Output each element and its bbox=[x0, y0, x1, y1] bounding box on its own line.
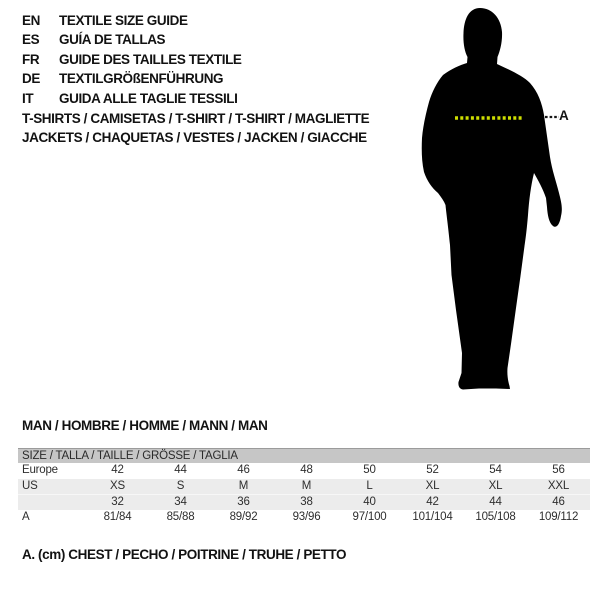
man-body-shape bbox=[422, 8, 562, 390]
category-tshirts: T-SHIRTS / CAMISETAS / T-SHIRT / T-SHIRT / MAGLIETTE bbox=[22, 111, 370, 126]
size-cell: 42 bbox=[111, 464, 124, 476]
category-jackets: JACKETS / CHAQUETAS / VESTES / JACKEN / GIACCHE bbox=[22, 130, 367, 145]
size-cell: 34 bbox=[174, 496, 187, 508]
language-title: GUÍA DE TALLAS bbox=[59, 32, 166, 48]
size-cell: 44 bbox=[174, 464, 187, 476]
language-row-it bbox=[22, 89, 242, 108]
size-cell: L bbox=[366, 479, 373, 492]
language-row-en bbox=[22, 11, 242, 30]
language-code: ES bbox=[22, 32, 40, 48]
row-label: A bbox=[22, 510, 30, 523]
language-row-de bbox=[22, 69, 242, 88]
size-cell: XS bbox=[110, 479, 125, 492]
table-row-chest-a bbox=[18, 510, 590, 526]
size-table bbox=[18, 448, 590, 525]
size-cell: 46 bbox=[552, 496, 565, 508]
size-cell: 44 bbox=[489, 496, 502, 508]
size-cell: 85/88 bbox=[166, 510, 195, 523]
language-row-es bbox=[22, 30, 242, 49]
size-cell: 105/108 bbox=[475, 510, 516, 523]
size-cell: XL bbox=[488, 479, 503, 492]
size-cell: 32 bbox=[111, 496, 124, 508]
size-cell: 50 bbox=[363, 464, 376, 476]
language-title: TEXTILGRÖßENFÜHRUNG bbox=[59, 71, 224, 87]
row-label: US bbox=[22, 479, 38, 492]
size-cell: 81/84 bbox=[103, 510, 132, 523]
language-code: FR bbox=[22, 51, 40, 67]
size-cell: 89/92 bbox=[229, 510, 258, 523]
language-list bbox=[22, 11, 242, 108]
size-cell: M bbox=[238, 479, 249, 492]
table-row-europe bbox=[18, 463, 590, 479]
size-cell: 93/96 bbox=[292, 510, 321, 523]
language-title: TEXTILE SIZE GUIDE bbox=[59, 13, 188, 28]
size-cell: 48 bbox=[300, 464, 313, 476]
size-cell: 40 bbox=[363, 496, 376, 508]
size-cell: 42 bbox=[426, 496, 439, 508]
measure-label-a: A bbox=[559, 108, 569, 123]
table-row-numeric bbox=[18, 494, 590, 510]
row-label: Europe bbox=[22, 464, 58, 476]
table-row-us bbox=[18, 479, 590, 495]
language-title: GUIDE DES TAILLES TEXTILE bbox=[59, 51, 242, 67]
footnote-chest: A. (cm) CHEST / PECHO / POITRINE / TRUHE / PETTO bbox=[22, 547, 347, 562]
man-silhouette-graphic bbox=[400, 5, 570, 395]
size-cell: 56 bbox=[552, 464, 565, 476]
size-cell: XL bbox=[425, 479, 440, 492]
category-list bbox=[22, 109, 369, 147]
size-cell: 101/104 bbox=[412, 510, 453, 523]
language-row-fr bbox=[22, 50, 242, 69]
man-silhouette bbox=[400, 5, 570, 395]
size-cell: 52 bbox=[426, 464, 439, 476]
size-cell: XXL bbox=[547, 479, 570, 492]
size-table-header: SIZE / TALLA / TAILLE / GRÖSSE / TAGLIA bbox=[18, 448, 590, 463]
language-code: IT bbox=[22, 90, 34, 106]
size-cell: S bbox=[176, 479, 185, 492]
language-code: DE bbox=[22, 71, 40, 87]
size-cell: 54 bbox=[489, 464, 502, 476]
row-label bbox=[18, 495, 86, 510]
size-cell: M bbox=[301, 479, 312, 492]
size-cell: 36 bbox=[237, 496, 250, 508]
size-cell: 109/112 bbox=[538, 510, 579, 523]
size-cell: 46 bbox=[237, 464, 250, 476]
language-title: GUIDA ALLE TAGLIE TESSILI bbox=[59, 90, 238, 106]
size-cell: 38 bbox=[300, 496, 313, 508]
size-cell: 97/100 bbox=[352, 510, 387, 523]
section-title-man: MAN / HOMBRE / HOMME / MANN / MAN bbox=[22, 418, 268, 433]
language-code: EN bbox=[22, 13, 40, 28]
